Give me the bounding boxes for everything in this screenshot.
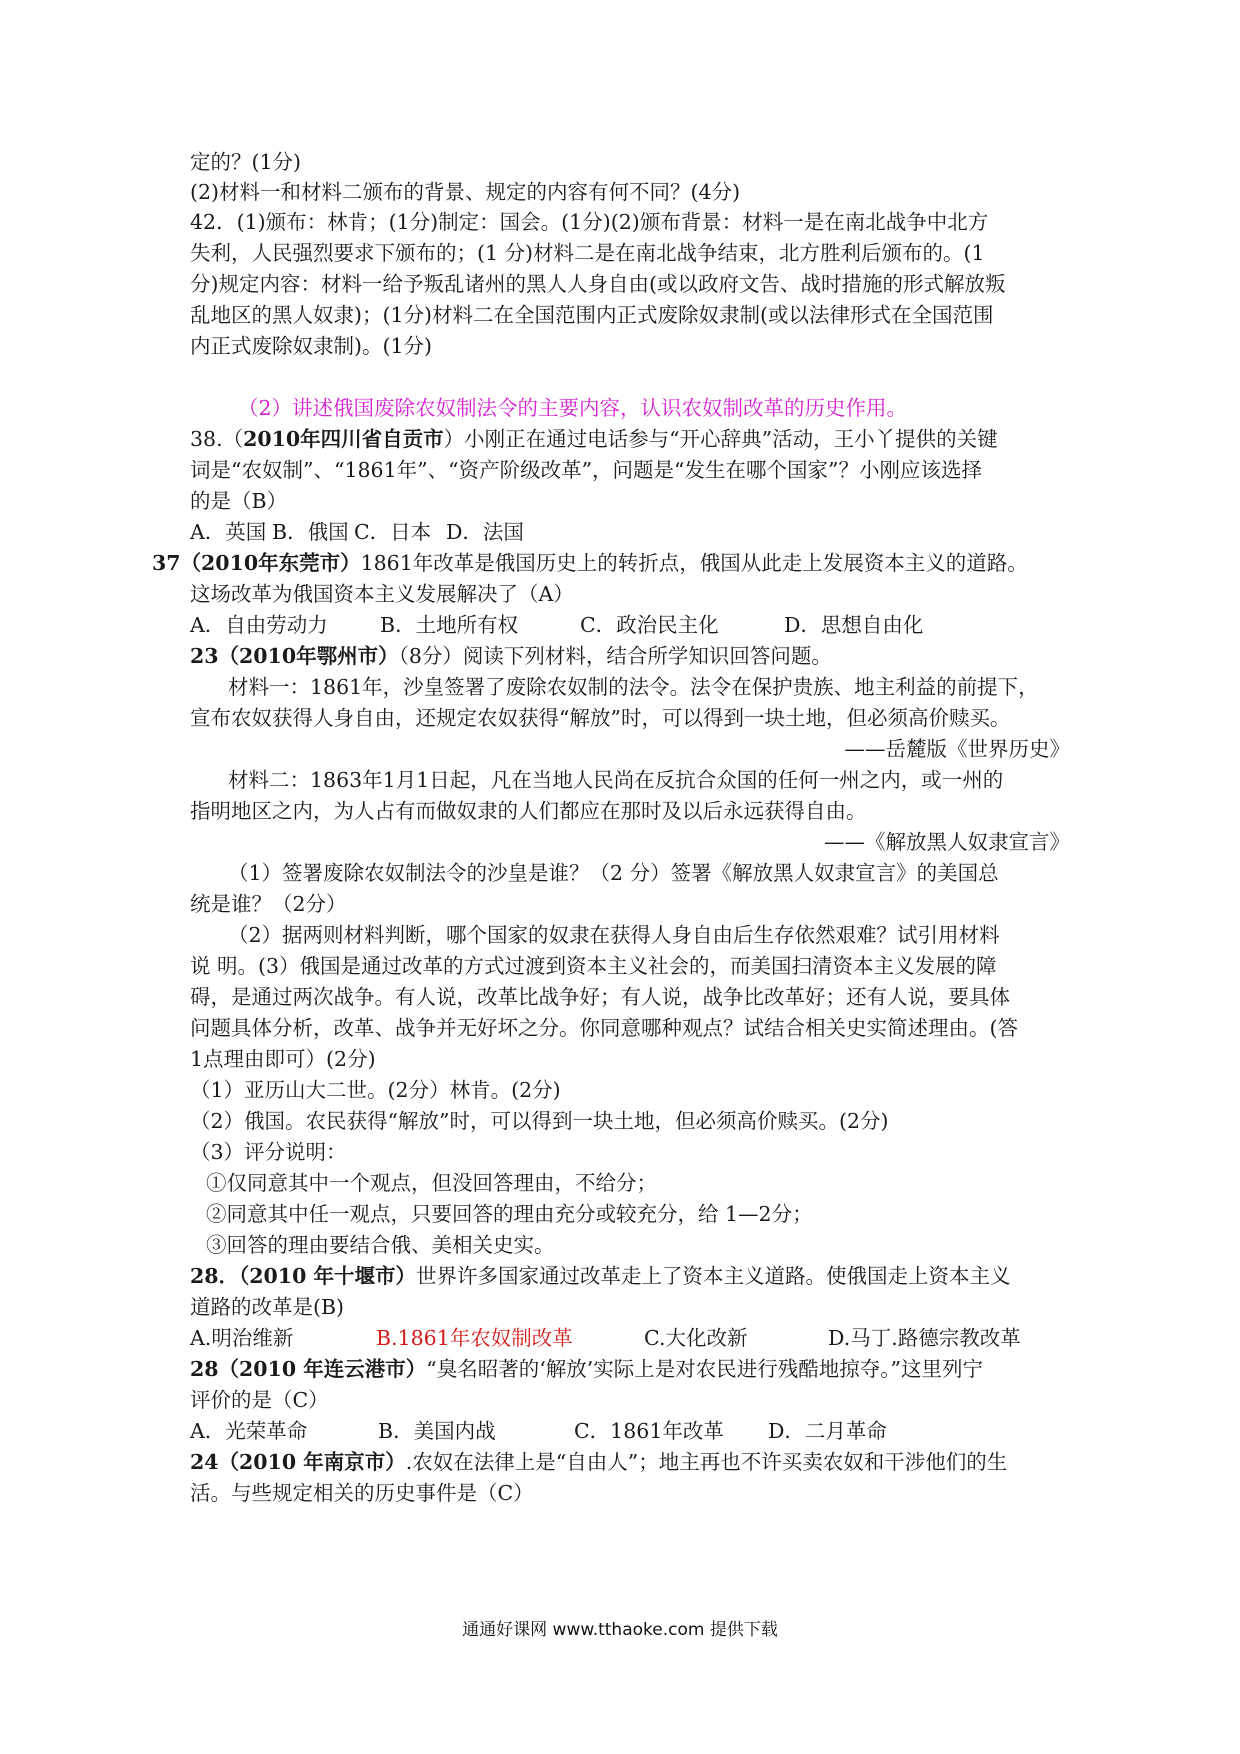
question-28-lianyungang xyxy=(190,1354,1070,1384)
option-d: D．法国 xyxy=(446,520,524,544)
option-d: D．思想自由化 xyxy=(784,613,924,637)
scoring-note: ①仅同意其中一个观点，但没回答理由，不给分； xyxy=(206,1171,657,1195)
answer-42-line: 42．(1)颁布：林肯；(1分)制定：国会。(1分)(2)颁布背景：材料一是在南北战争中北方 xyxy=(190,210,989,234)
question-source: 28（2010 年连云港市） xyxy=(190,1357,427,1381)
text-line: 1点理由即可）(2分) xyxy=(190,1047,376,1071)
question-23 xyxy=(190,641,1070,671)
text-line: 分)规定内容：材料一给予叛乱诸州的黑人人身自由(或以政府文告、战时措施的形式解放叛 xyxy=(190,272,1006,296)
text-line: 统是谁？（2分） xyxy=(190,892,347,916)
material-citation: ——《解放黑人奴隶宣言》 xyxy=(824,830,1070,854)
option-c: C.大化改新 xyxy=(644,1326,748,1350)
text-line: (2)材料一和材料二颁布的背景、规定的内容有何不同？(4分) xyxy=(190,180,741,204)
scoring-note: ③回答的理由要结合俄、美相关史实。 xyxy=(206,1233,555,1257)
question-28-shiyan xyxy=(190,1261,1070,1291)
question-24 xyxy=(190,1447,1070,1477)
answer-line: （1）亚历山大二世。(2分）林肯。(2分) xyxy=(190,1078,561,1102)
material-citation: ——岳麓版《世界历史》 xyxy=(844,737,1070,761)
question-text: 1861年改革是俄国历史上的转折点，俄国从此走上发展资本主义的道路。 xyxy=(360,551,1028,575)
options-row xyxy=(190,1416,1070,1446)
text-line: 乱地区的黑人奴隶)；(1分)材料二在全国范围内正式废除奴隶制(或以法律形式在全国范围 xyxy=(190,303,994,327)
text-line: 词是“农奴制”、“1861年”、“资产阶级改革”，问题是“发生在哪个国家”？小刚应该选择 xyxy=(190,458,983,482)
material-one: 材料一：1861年，沙皇签署了废除农奴制的法令。法令在保护贵族、地主利益的前提下， xyxy=(228,675,1039,699)
option-a: A．英国 xyxy=(190,520,267,544)
section-heading: （2）讲述俄国废除农奴制法令的主要内容，认识农奴制改革的历史作用。 xyxy=(238,396,908,420)
text-line: 宣布农奴获得人身自由，还规定农奴获得“解放”时，可以得到一块土地，但必须高价赎买。 xyxy=(190,706,1011,730)
text-line: 活。与些规定相关的历史事件是（C） xyxy=(190,1481,534,1505)
question-text: 世界许多国家通过改革走上了资本主义道路。使俄国走上资本主义 xyxy=(415,1264,1011,1288)
text-line: 说 明。(3）俄国是通过改革的方式过渡到资本主义社会的，而美国扫清资本主义发展的障 xyxy=(190,954,997,978)
question-38 xyxy=(190,424,1070,454)
option-c: C．1861年改革 xyxy=(574,1419,724,1443)
text-line: 指明地区之内，为人占有而做奴隶的人们都应在那时及以后永远获得自由。 xyxy=(190,799,867,823)
text-line: 的是（B） xyxy=(190,489,288,513)
text-line: 道路的改革是(B) xyxy=(190,1295,345,1319)
option-d: D．二月革命 xyxy=(768,1419,887,1443)
option-c: C．日本 xyxy=(354,520,432,544)
options-row xyxy=(190,610,1070,640)
option-a: A．自由劳动力 xyxy=(190,613,328,637)
question-text: （8分）阅读下列材料，结合所学知识回答问题。 xyxy=(398,644,832,668)
text-line: 内正式废除奴隶制)。(1分) xyxy=(190,334,433,358)
material-two: 材料二：1863年1月1日起，凡在当地人民尚在反抗合众国的任何一州之内，或一州的 xyxy=(228,768,1004,792)
sub-question-1: （1）签署废除农奴制法令的沙皇是谁？（2 分）签署《解放黑人奴隶宣言》的美国总 xyxy=(228,861,999,885)
answer-line: （2）俄国。农民获得“解放”时，可以得到一块土地，但必须高价赎买。(2分) xyxy=(190,1109,889,1133)
scoring-note: ②同意其中任一观点，只要回答的理由充分或较充分，给 1—2分； xyxy=(206,1202,813,1226)
option-a: A.明治维新 xyxy=(190,1326,294,1350)
text-line: 问题具体分析，改革、战争并无好坏之分。你同意哪种观点？试结合相关史实简述理由。(答 xyxy=(190,1016,1018,1040)
question-37 xyxy=(152,548,1070,578)
question-text: “臭名昭著的‘解放’实际上是对农民进行残酷地掠夺。”这里列宁 xyxy=(426,1357,983,1381)
question-source: 2010年四川省自贡市 xyxy=(243,427,444,451)
option-b: B．土地所有权 xyxy=(380,613,519,637)
text-line: 定的？(1分) xyxy=(190,150,302,174)
text-line: 碍，是通过两次战争。有人说，改革比战争好；有人说，战争比改革好；还有人说，要具体 xyxy=(190,985,1010,1009)
text-line: 失利，人民强烈要求下颁布的；(1 分)材料二是在南北战争结束，北方胜利后颁布的。(1 xyxy=(190,241,985,265)
question-number: 38.（ xyxy=(190,427,244,451)
options-row xyxy=(190,1323,1070,1353)
text-line: 评价的是（C） xyxy=(190,1388,329,1412)
options-row xyxy=(190,517,1070,547)
option-b: B．美国内战 xyxy=(378,1419,496,1443)
answer-line: （3）评分说明： xyxy=(190,1140,347,1164)
option-a: A．光荣革命 xyxy=(190,1419,308,1443)
question-source: 23（2010年鄂州市） xyxy=(190,644,399,668)
page-footer: 通通好课网 www.tthaoke.com 提供下载 xyxy=(462,1620,778,1640)
option-b-answer: B.1861年农奴制改革 xyxy=(376,1326,573,1350)
question-source: 37（2010年东莞市） xyxy=(152,551,361,575)
option-d: D.马丁.路德宗教改革 xyxy=(828,1326,1021,1350)
option-c: C．政治民主化 xyxy=(580,613,719,637)
question-text: ）小刚正在通过电话参与“开心辞典”活动，王小丫提供的关键 xyxy=(443,427,998,451)
option-b: B．俄国 xyxy=(272,520,349,544)
question-source: 28．（2010 年十堰市） xyxy=(190,1264,416,1288)
text-line: 这场改革为俄国资本主义发展解决了（A） xyxy=(190,582,574,606)
question-source: 24（2010 年南京市） xyxy=(190,1450,406,1474)
question-text: .农奴在法律上是“自由人”；地主再也不许买卖农奴和干涉他们的生 xyxy=(405,1450,1008,1474)
sub-question-2: （2）据两则材料判断，哪个国家的奴隶在获得人身自由后生存依然艰难？试引用材料 xyxy=(228,923,1000,947)
